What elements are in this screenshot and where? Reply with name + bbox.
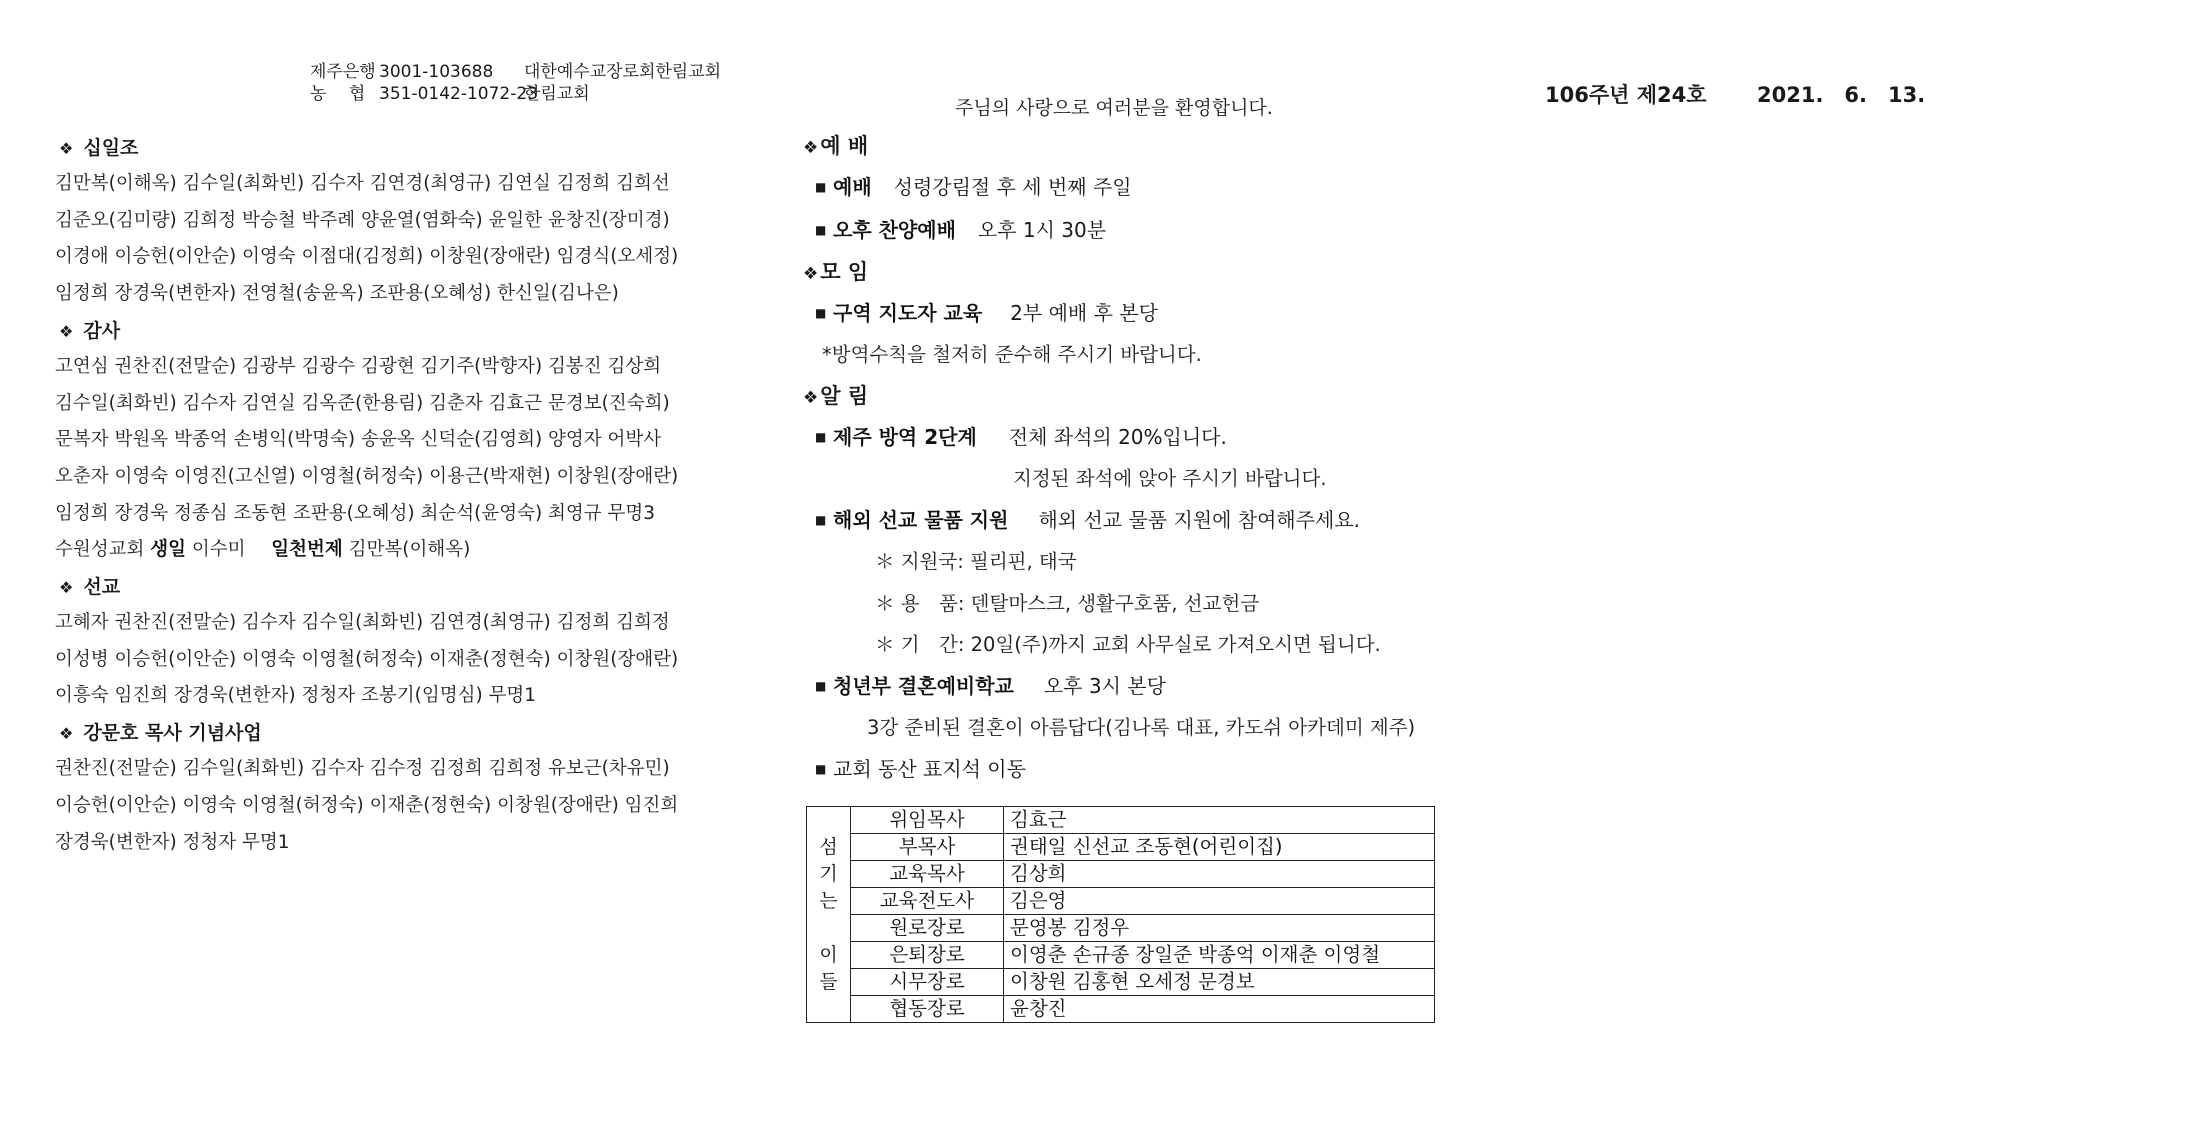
staff-people: 김상희 <box>1004 861 1435 888</box>
bank-holder: 한림교회 <box>524 84 590 104</box>
name-line: 임정희 장경욱(변한자) 전영철(송윤옥) 조판용(오혜성) 한신일(김나은) <box>55 283 619 305</box>
notice-mission: ■ 해외 선교 물품 지원 해외 선교 물품 지원에 참여해주세요. <box>815 508 1361 532</box>
section-title-tithe: ❖ 십일조 <box>59 137 139 159</box>
notice-jeju-line2: 지정된 좌석에 앉아 주시기 바랍니다. <box>1013 467 1327 490</box>
staff-role: 위임목사 <box>851 807 1004 834</box>
table-row <box>807 861 1435 888</box>
diamond-icon: ❖ <box>803 138 819 158</box>
staff-people: 문영봉 김정우 <box>1004 915 1435 942</box>
meeting-heading: ❖모 임 <box>803 260 869 284</box>
square-bullet-icon: ■ <box>815 179 827 194</box>
bank-info-row <box>310 83 721 105</box>
staff-people: 이창원 김홍현 오세정 문경보 <box>1004 969 1435 996</box>
diamond-icon: ❖ <box>803 388 819 408</box>
diamond-icon: ❖ <box>59 139 74 158</box>
worship-item: ■ 예배 성령강림절 후 세 번째 주일 <box>815 175 1132 199</box>
staff-role: 협동장로 <box>851 996 1004 1023</box>
thousandth-name: 김만복(이해옥) <box>348 539 471 561</box>
bank-account: 351-0142-1072-23 <box>379 84 539 104</box>
name-line: 김만복(이해옥) 김수일(최화빈) 김수자 김연경(최영규) 김연실 김정희 김희선 <box>55 173 670 194</box>
staff-role: 교육전도사 <box>851 888 1004 915</box>
section-title-mission: ❖ 선교 <box>59 576 121 599</box>
square-bullet-icon: ■ <box>815 512 827 527</box>
birthday-label: 생일 <box>150 539 186 561</box>
bank-name: 제주은행 <box>310 62 376 82</box>
staff-side-label: 섬 기 는 이 들 <box>807 807 851 1023</box>
thousandth-label: 일천번제 <box>271 539 343 561</box>
diamond-icon: ❖ <box>59 321 74 341</box>
square-bullet-icon: ■ <box>815 305 827 320</box>
square-bullet-icon: ■ <box>815 222 827 237</box>
name-line: 문복자 박원옥 박종억 손병익(박명숙) 송윤옥 신덕순(김영희) 양영자 어박사 <box>55 429 662 451</box>
bank-info <box>310 61 721 105</box>
table-row <box>807 834 1435 861</box>
table-row <box>807 888 1435 915</box>
issue-number: 106주년 제24호 <box>1545 83 1707 107</box>
table-row <box>807 942 1435 969</box>
mission-names <box>55 605 678 715</box>
bank-name: 농 협 <box>310 84 366 104</box>
name-line: 오춘자 이영숙 이영진(고신열) 이영철(허정숙) 이용근(박재현) 이창원(장애란) <box>55 465 679 487</box>
memorial-names <box>55 751 678 861</box>
notice-wedding-line2: 3강 준비된 결혼이 아름답다(김나록 대표, 카도쉬 아카데미 제주) <box>867 716 1416 739</box>
notice-heading: ❖알 림 <box>803 384 869 408</box>
tithe-names <box>55 166 678 313</box>
birthday-name: 이수미 <box>191 539 246 561</box>
notice-marker: ■ 교회 동산 표지석 이동 <box>815 757 1026 781</box>
name-line: 이흥숙 임진희 장경욱(변한자) 정청자 조봉기(임명심) 무명1 <box>55 685 537 707</box>
diamond-icon: ❖ <box>59 724 74 744</box>
meeting-note: *방역수칙을 철저히 준수해 주시기 바랍니다. <box>822 343 1202 366</box>
mission-detail: ＊ 용 품: 덴탈마스크, 생활구호품, 선교헌금 <box>875 592 1260 615</box>
notice-jeju: ■ 제주 방역 2단계 전체 좌석의 20%입니다. <box>815 425 1227 449</box>
name-line: 장경욱(변한자) 정청자 무명1 <box>55 831 290 853</box>
name-line: 이성병 이승헌(이안순) 이영숙 이영철(허정숙) 이재춘(정현숙) 이창원(장애란) <box>55 648 679 670</box>
worship-item: ■ 오후 찬양예배 오후 1시 30분 <box>815 218 1107 242</box>
table-row <box>807 915 1435 942</box>
name-line: 임정희 장경욱 정종심 조동현 조판용(오혜성) 최순석(윤영숙) 최영규 무명3 <box>55 502 656 524</box>
bank-holder: 대한예수교장로회한림교회 <box>524 62 722 82</box>
staff-people: 권태일 신선교 조동현(어린이집) <box>1004 834 1435 861</box>
section-title-memorial: ❖ 강문호 목사 기념사업 <box>59 722 262 745</box>
diamond-icon: ❖ <box>803 264 819 284</box>
bank-info-row <box>310 61 721 83</box>
staff-role: 원로장로 <box>851 915 1004 942</box>
name-line: 권찬진(전말순) 김수일(최화빈) 김수자 김수정 김정희 김희정 유보근(차유민) <box>55 758 670 780</box>
notice-wedding: ■ 청년부 결혼예비학교 오후 3시 본당 <box>815 674 1166 698</box>
welcome-message: 주님의 사랑으로 여러분을 환영합니다. <box>955 97 1273 119</box>
section-title-thanks: ❖ 감사 <box>59 319 121 342</box>
mission-detail: ＊ 기 간: 20일(주)까지 교회 사무실로 가져오시면 됩니다. <box>875 633 1381 656</box>
staff-table <box>806 806 1435 1023</box>
name-line: 이승헌(이안순) 이영숙 이영철(허정숙) 이재춘(정현숙) 이창원(장애란) 임진희 <box>55 794 679 816</box>
staff-role: 교육목사 <box>851 861 1004 888</box>
staff-people: 김은영 <box>1004 888 1435 915</box>
name-line <box>55 532 678 569</box>
table-row <box>807 996 1435 1023</box>
name-line: 김준오(김미량) 김희정 박승철 박주례 양윤열(염화숙) 윤일한 윤창진(장미경) <box>55 209 670 231</box>
meeting-item: ■ 구역 지도자 교육 2부 예배 후 본당 <box>815 301 1158 325</box>
bank-account: 3001-103688 <box>379 62 494 82</box>
church-name: 수원성교회 <box>55 539 145 561</box>
square-bullet-icon: ■ <box>815 429 827 444</box>
staff-people: 이영춘 손규종 장일준 박종억 이재춘 이영철 <box>1004 942 1435 969</box>
table-row <box>807 807 1435 834</box>
square-bullet-icon: ■ <box>815 678 827 693</box>
staff-people: 김효근 <box>1004 807 1435 834</box>
name-line: 고연심 권찬진(전말순) 김광부 김광수 김광현 김기주(박향자) 김봉진 김상희 <box>55 355 662 377</box>
diamond-icon: ❖ <box>59 578 74 598</box>
name-line: 김수일(최화빈) 김수자 김연실 김옥준(한용림) 김춘자 김효근 문경보(진숙희) <box>55 392 670 414</box>
staff-role: 은퇴장로 <box>851 942 1004 969</box>
square-bullet-icon: ■ <box>815 761 827 776</box>
worship-heading: ❖예 배 <box>803 134 869 158</box>
thanks-names <box>55 349 678 569</box>
offering-list <box>55 130 678 861</box>
staff-role: 시무장로 <box>851 969 1004 996</box>
staff-role: 부목사 <box>851 834 1004 861</box>
issue-date: 2021. 6. 13. <box>1757 83 1926 107</box>
staff-people: 윤창진 <box>1004 996 1435 1023</box>
name-line: 이경애 이승헌(이안순) 이영숙 이점대(김정희) 이창원(장애란) 임경식(오세정) <box>55 246 679 268</box>
mission-detail: ＊ 지원국: 필리핀, 태국 <box>875 550 1077 573</box>
table-row <box>807 969 1435 996</box>
name-line: 고혜자 권찬진(전말순) 김수자 김수일(최화빈) 김연경(최영규) 김정희 김희정 <box>55 612 670 634</box>
